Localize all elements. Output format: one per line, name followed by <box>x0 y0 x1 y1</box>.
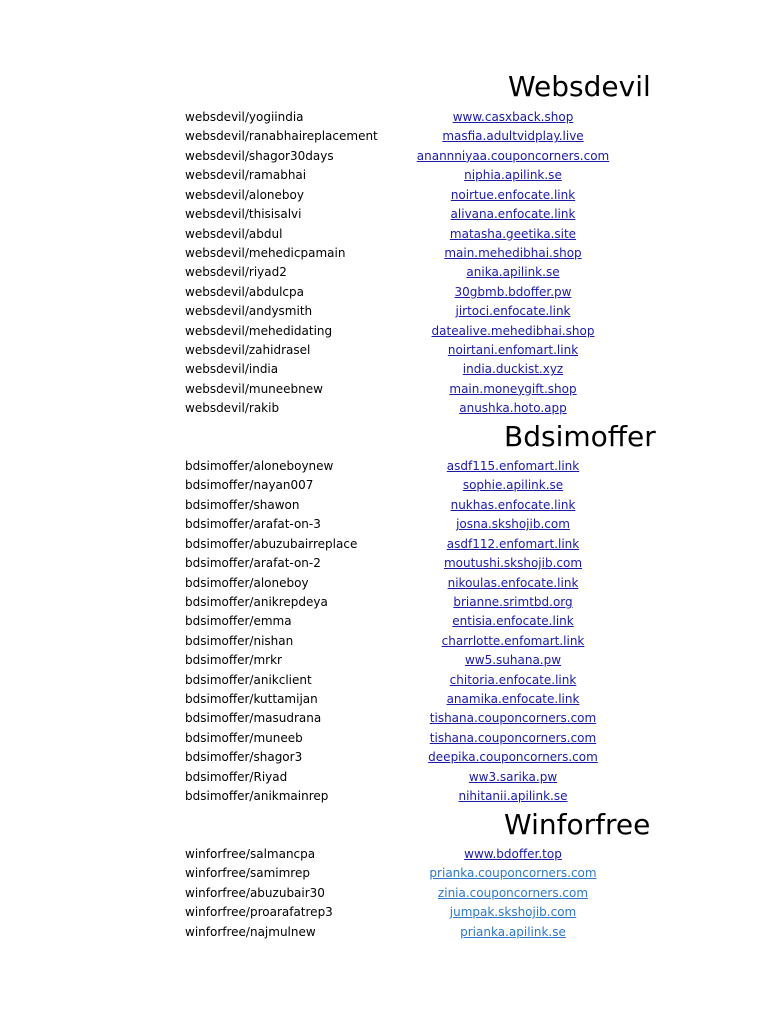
route-name: bdsimoffer/nishan <box>185 633 294 648</box>
domain-link[interactable]: sophie.apilink.se <box>462 478 564 493</box>
domain-link[interactable]: josna.skshojib.com <box>456 517 570 532</box>
list-item <box>0 302 768 321</box>
domain-link[interactable]: asdf112.enfomart.link <box>446 536 580 551</box>
list-item <box>0 476 768 495</box>
list-item <box>0 729 768 748</box>
list-item <box>0 535 768 554</box>
list-item <box>0 845 768 864</box>
list-item <box>0 147 768 166</box>
list-item <box>0 186 768 205</box>
list-item <box>0 457 768 476</box>
domain-link[interactable]: jirtoci.enfocate.link <box>455 304 571 319</box>
domain-link[interactable]: prianka.apilink.se <box>460 924 566 939</box>
route-name: websdevil/yogiindia <box>185 110 304 124</box>
domain-link[interactable]: ww5.suhana.pw <box>464 653 562 668</box>
route-name: websdevil/zahidrasel <box>185 343 311 358</box>
route-name: websdevil/abdul <box>185 226 283 241</box>
domain-link[interactable]: prianka.couponcorners.com <box>429 866 597 881</box>
domain-link[interactable]: www.casxback.shop <box>452 110 574 124</box>
list-item <box>0 127 768 146</box>
domain-link[interactable]: noirtue.enfocate.link <box>450 187 576 202</box>
list-item <box>0 399 768 418</box>
domain-link[interactable]: asdf115.enfomart.link <box>446 459 580 473</box>
list-item <box>0 748 768 767</box>
domain-link[interactable]: anamika.enfocate.link <box>446 692 580 707</box>
domain-link[interactable]: india.duckist.xyz <box>462 362 564 377</box>
route-name: bdsimoffer/aloneboy <box>185 575 309 590</box>
domain-link[interactable]: datealive.mehedibhai.shop <box>431 323 595 338</box>
domain-link[interactable]: noirtani.enfomart.link <box>447 343 579 358</box>
route-name: bdsimoffer/emma <box>185 614 292 629</box>
list-item <box>0 923 768 942</box>
route-name: bdsimoffer/Riyad <box>185 769 288 784</box>
route-name: websdevil/mehedicpamain <box>185 245 346 260</box>
domain-link[interactable]: entisia.enfocate.link <box>452 614 574 629</box>
domain-link[interactable]: anika.apilink.se <box>466 265 560 280</box>
domain-link[interactable]: moutushi.skshojib.com <box>443 556 583 571</box>
list-item <box>0 574 768 593</box>
list-item <box>0 612 768 631</box>
route-name: bdsimoffer/shagor3 <box>185 750 303 765</box>
route-name: bdsimoffer/anikclient <box>185 672 312 687</box>
list-item <box>0 632 768 651</box>
domain-link[interactable]: chitoria.enfocate.link <box>449 672 577 687</box>
route-name: websdevil/thisisalvi <box>185 207 302 222</box>
route-name: websdevil/abdulcpa <box>185 284 304 299</box>
route-name: bdsimoffer/kuttamijan <box>185 692 318 707</box>
domain-link[interactable]: nikoulas.enfocate.link <box>447 575 579 590</box>
domain-link[interactable]: zinia.couponcorners.com <box>437 885 589 900</box>
section-title-websdevil: Websdevil <box>508 70 651 103</box>
route-name: winforfree/proarafatrep3 <box>185 905 333 920</box>
route-name: bdsimoffer/nayan007 <box>185 478 314 493</box>
list-item <box>0 903 768 922</box>
route-name: websdevil/india <box>185 362 279 377</box>
domain-link[interactable]: charrlotte.enfomart.link <box>441 633 585 648</box>
domain-link[interactable]: anushka.hoto.app <box>459 401 567 416</box>
route-name: bdsimoffer/muneeb <box>185 730 303 745</box>
list-item <box>0 515 768 534</box>
route-name: bdsimoffer/anikrepdeya <box>185 594 328 609</box>
list-item <box>0 651 768 670</box>
route-name: bdsimoffer/arafat-on-2 <box>185 556 321 571</box>
list-item <box>0 554 768 573</box>
route-name: bdsimoffer/aloneboynew <box>185 459 334 473</box>
list-item <box>0 690 768 709</box>
list-item <box>0 864 768 883</box>
route-name: websdevil/muneebnew <box>185 381 323 396</box>
list-item <box>0 225 768 244</box>
route-name: winforfree/salmancpa <box>185 847 316 861</box>
list-item <box>0 108 768 127</box>
list-item <box>0 341 768 360</box>
route-name: bdsimoffer/shawon <box>185 497 300 512</box>
route-name: websdevil/rakib <box>185 401 280 416</box>
route-name: bdsimoffer/masudrana <box>185 711 322 726</box>
list-item <box>0 244 768 263</box>
domain-link[interactable]: 30gbmb.bdoffer.pw <box>454 284 572 299</box>
route-name: bdsimoffer/mrkr <box>185 653 282 668</box>
domain-link[interactable]: alivana.enfocate.link <box>450 207 576 222</box>
domain-link[interactable]: niphia.apilink.se <box>464 168 562 183</box>
route-name: winforfree/samimrep <box>185 866 310 881</box>
domain-link[interactable]: tishana.couponcorners.com <box>429 711 597 726</box>
domain-link[interactable]: masfia.adultvidplay.live <box>442 129 584 144</box>
list-item <box>0 671 768 690</box>
route-name: winforfree/najmulnew <box>185 924 316 939</box>
list-item <box>0 360 768 379</box>
domain-link[interactable]: nihitanii.apilink.se <box>458 789 568 804</box>
domain-link[interactable]: anannniyaa.couponcorners.com <box>416 148 610 163</box>
list-item <box>0 263 768 282</box>
route-name: websdevil/aloneboy <box>185 187 304 202</box>
list-item <box>0 768 768 787</box>
route-name: bdsimoffer/arafat-on-3 <box>185 517 321 532</box>
section-title-winforfree: Winforfree <box>504 808 651 841</box>
route-name: websdevil/andysmith <box>185 304 313 319</box>
list-item <box>0 787 768 806</box>
domain-link[interactable]: main.moneygift.shop <box>449 381 577 396</box>
domain-link[interactable]: brianne.srimtbd.org <box>453 594 573 609</box>
domain-link[interactable]: nukhas.enfocate.link <box>450 497 576 512</box>
list-item <box>0 166 768 185</box>
domain-link[interactable]: matasha.geetika.site <box>449 226 577 241</box>
domain-link[interactable]: tishana.couponcorners.com <box>429 730 597 745</box>
list-item <box>0 593 768 612</box>
route-name: bdsimoffer/anikmainrep <box>185 789 329 804</box>
list-item <box>0 283 768 302</box>
domain-link[interactable]: deepika.couponcorners.com <box>428 750 598 765</box>
route-name: bdsimoffer/abuzubairreplace <box>185 536 358 551</box>
domain-link[interactable]: jumpak.skshojib.com <box>449 905 577 920</box>
domain-link[interactable]: www.bdoffer.top <box>464 847 562 861</box>
list-item <box>0 496 768 515</box>
route-name: websdevil/mehedidating <box>185 323 333 338</box>
list-item <box>0 884 768 903</box>
list-item <box>0 380 768 399</box>
list-item <box>0 205 768 224</box>
route-name: websdevil/ramabhai <box>185 168 307 183</box>
domain-link[interactable]: ww3.sarika.pw <box>468 769 558 784</box>
domain-link[interactable]: main.mehedibhai.shop <box>444 245 582 260</box>
route-name: websdevil/shagor30days <box>185 148 334 163</box>
list-item <box>0 322 768 341</box>
list-item <box>0 709 768 728</box>
route-name: websdevil/riyad2 <box>185 265 287 280</box>
section-title-bdsimoffer: Bdsimoffer <box>504 420 656 453</box>
route-name: websdevil/ranabhaireplacement <box>185 129 378 144</box>
route-name: winforfree/abuzubair30 <box>185 885 325 900</box>
